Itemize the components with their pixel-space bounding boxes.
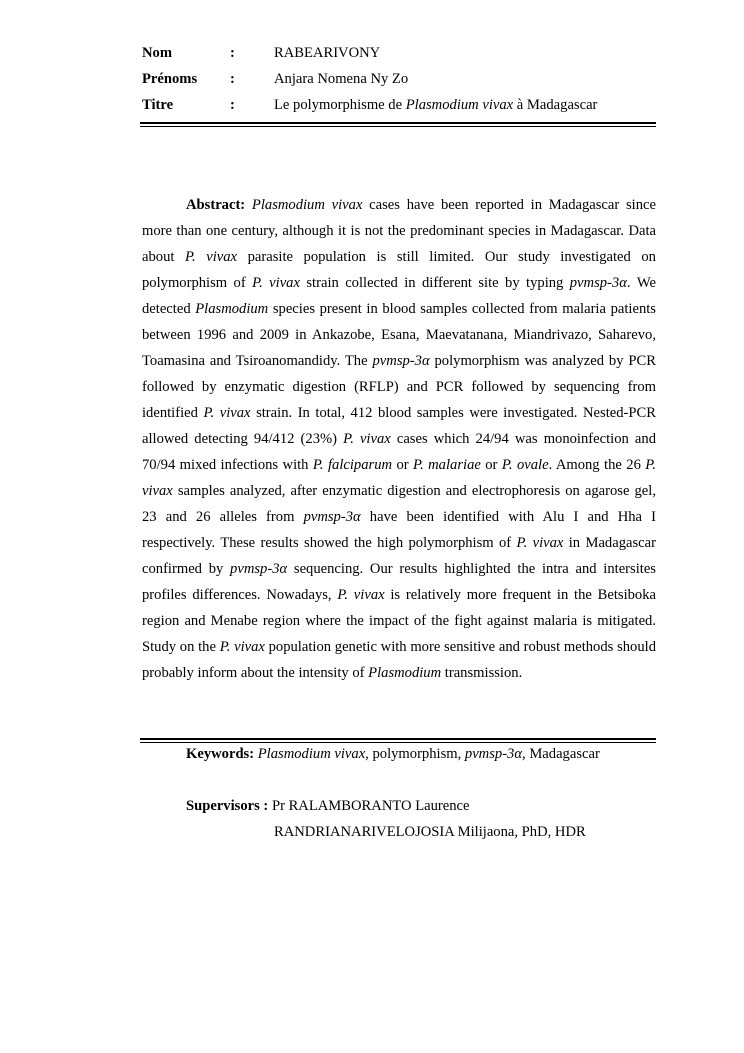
abstract-segment: P. vivax xyxy=(203,405,251,421)
abstract-segment: P. malariae xyxy=(413,457,481,473)
titre-colon: : xyxy=(230,97,235,113)
abstract-divider-thick xyxy=(140,738,656,740)
abstract-segment: strain collected in different site by typing xyxy=(299,275,570,291)
abstract-segment: . We detected xyxy=(142,275,656,317)
abstract-segment: P. vivax xyxy=(252,275,300,291)
keywords-segment: , Madagascar xyxy=(522,746,600,762)
abstract-segment: have been identified with Alu I and Hha I respectively. These results showed the high polymorphism of xyxy=(142,509,656,551)
abstract-segment: or xyxy=(480,457,502,473)
nom-label: Nom xyxy=(142,45,172,61)
abstract-segment: P. vivax xyxy=(185,249,238,265)
abstract-segment: pvmsp-3α xyxy=(569,275,627,291)
abstract-segment: P. vivax xyxy=(516,535,564,551)
abstract-segment: samples analyzed, after enzymatic digestion and electrophoresis on agarose gel, 23 and 26 alleles from xyxy=(142,483,656,525)
abstract-segment: . Among the 26 xyxy=(548,457,646,473)
prenoms-label: Prénoms xyxy=(142,71,198,87)
abstract-segment: Plasmodium xyxy=(195,301,269,317)
prenoms-value: Anjara Nomena Ny Zo xyxy=(274,71,409,87)
abstract-segment: strain. In total, 412 blood samples were investigated. Nested-PCR allowed detecting 94/412 (23%) xyxy=(142,405,656,447)
abstract-segment: species present in blood samples collected from malaria patients between 1996 and 2009 in Ankazobe, Esana, Maevatanana, Miandrivazo, Saharevo, Toamasina and Tsiroanomandidy. The xyxy=(142,301,656,369)
abstract-segment: P. vivax xyxy=(219,639,265,655)
abstract-body xyxy=(142,197,656,681)
abstract-segment: P. ovale xyxy=(501,457,549,473)
supervisors-label: Supervisors : xyxy=(186,798,269,814)
abstract-segment: pvmsp-3α xyxy=(303,509,361,525)
supervisors-line xyxy=(186,796,469,816)
abstract-paragraph xyxy=(142,192,656,686)
abstract-segment: P. falciparum xyxy=(312,457,393,473)
titre-label: Titre xyxy=(142,97,174,113)
titre-suffix: à Madagascar xyxy=(513,97,598,113)
keywords-line xyxy=(186,744,600,764)
abstract-segment: in Madagascar confirmed by xyxy=(142,535,656,577)
abstract-divider-thin xyxy=(140,742,656,743)
abstract-segment: parasite population is still limited. Our study investigated on polymorphism of xyxy=(142,249,656,291)
titre-prefix: Le polymorphisme de xyxy=(274,97,406,113)
abstract-segment: P. vivax xyxy=(142,457,656,499)
nom-colon: : xyxy=(230,45,235,61)
prenoms-colon: : xyxy=(230,71,235,87)
abstract-segment: is relatively more frequent in the Betsiboka region and Menabe region where the impact of the fight against malaria is mitigated. Study on the xyxy=(142,587,657,655)
abstract-segment: cases which 24/94 was monoinfection and 70/94 mixed infections with xyxy=(142,431,656,473)
abstract-segment: population genetic with more sensitive and robust methods should probably inform about the intensity of xyxy=(142,639,656,681)
abstract-segment: pvmsp-3α xyxy=(372,353,430,369)
abstract-segment: pvmsp-3α xyxy=(230,561,288,577)
abstract-segment: transmission. xyxy=(441,665,523,681)
abstract-segment: sequencing. Our results highlighted the intra and intersites profiles differences. Nowadays, xyxy=(142,561,656,603)
keywords-segment: Plasmodium vivax, xyxy=(257,746,369,762)
keywords-label: Keywords: xyxy=(186,746,255,762)
keywords-segment: polymorphism, xyxy=(368,746,465,762)
keywords-segment: pvmsp-3α xyxy=(464,746,523,762)
keywords-body xyxy=(254,746,600,762)
abstract-segment: or xyxy=(392,457,414,473)
titre-value xyxy=(274,95,597,115)
abstract-segment: P. vivax xyxy=(337,587,385,603)
titre-italic: Plasmodium vivax xyxy=(405,97,514,113)
abstract-segment: P. vivax xyxy=(343,431,391,447)
abstract-segment: Plasmodium xyxy=(368,665,442,681)
header-divider-thin xyxy=(140,126,656,127)
abstract-label: Abstract: xyxy=(186,197,246,213)
header-divider-thick xyxy=(140,122,656,124)
abstract-segment: cases have been reported in Madagascar since more than one century, although it is not the predominant species in Madagascar. Data about xyxy=(142,197,656,265)
abstract-segment: Plasmodium vivax xyxy=(251,197,363,213)
nom-value: RABEARIVONY xyxy=(274,45,381,61)
abstract-segment: polymorphism was analyzed by PCR followed by enzymatic digestion (RFLP) and PCR followed by sequencing from identified xyxy=(142,353,656,421)
abstract-segment xyxy=(245,197,252,213)
supervisor-first: Pr RALAMBORANTO Laurence xyxy=(271,798,470,814)
supervisor-second: RANDRIANARIVELOJOSIA Milijaona, PhD, HDR xyxy=(274,824,586,840)
